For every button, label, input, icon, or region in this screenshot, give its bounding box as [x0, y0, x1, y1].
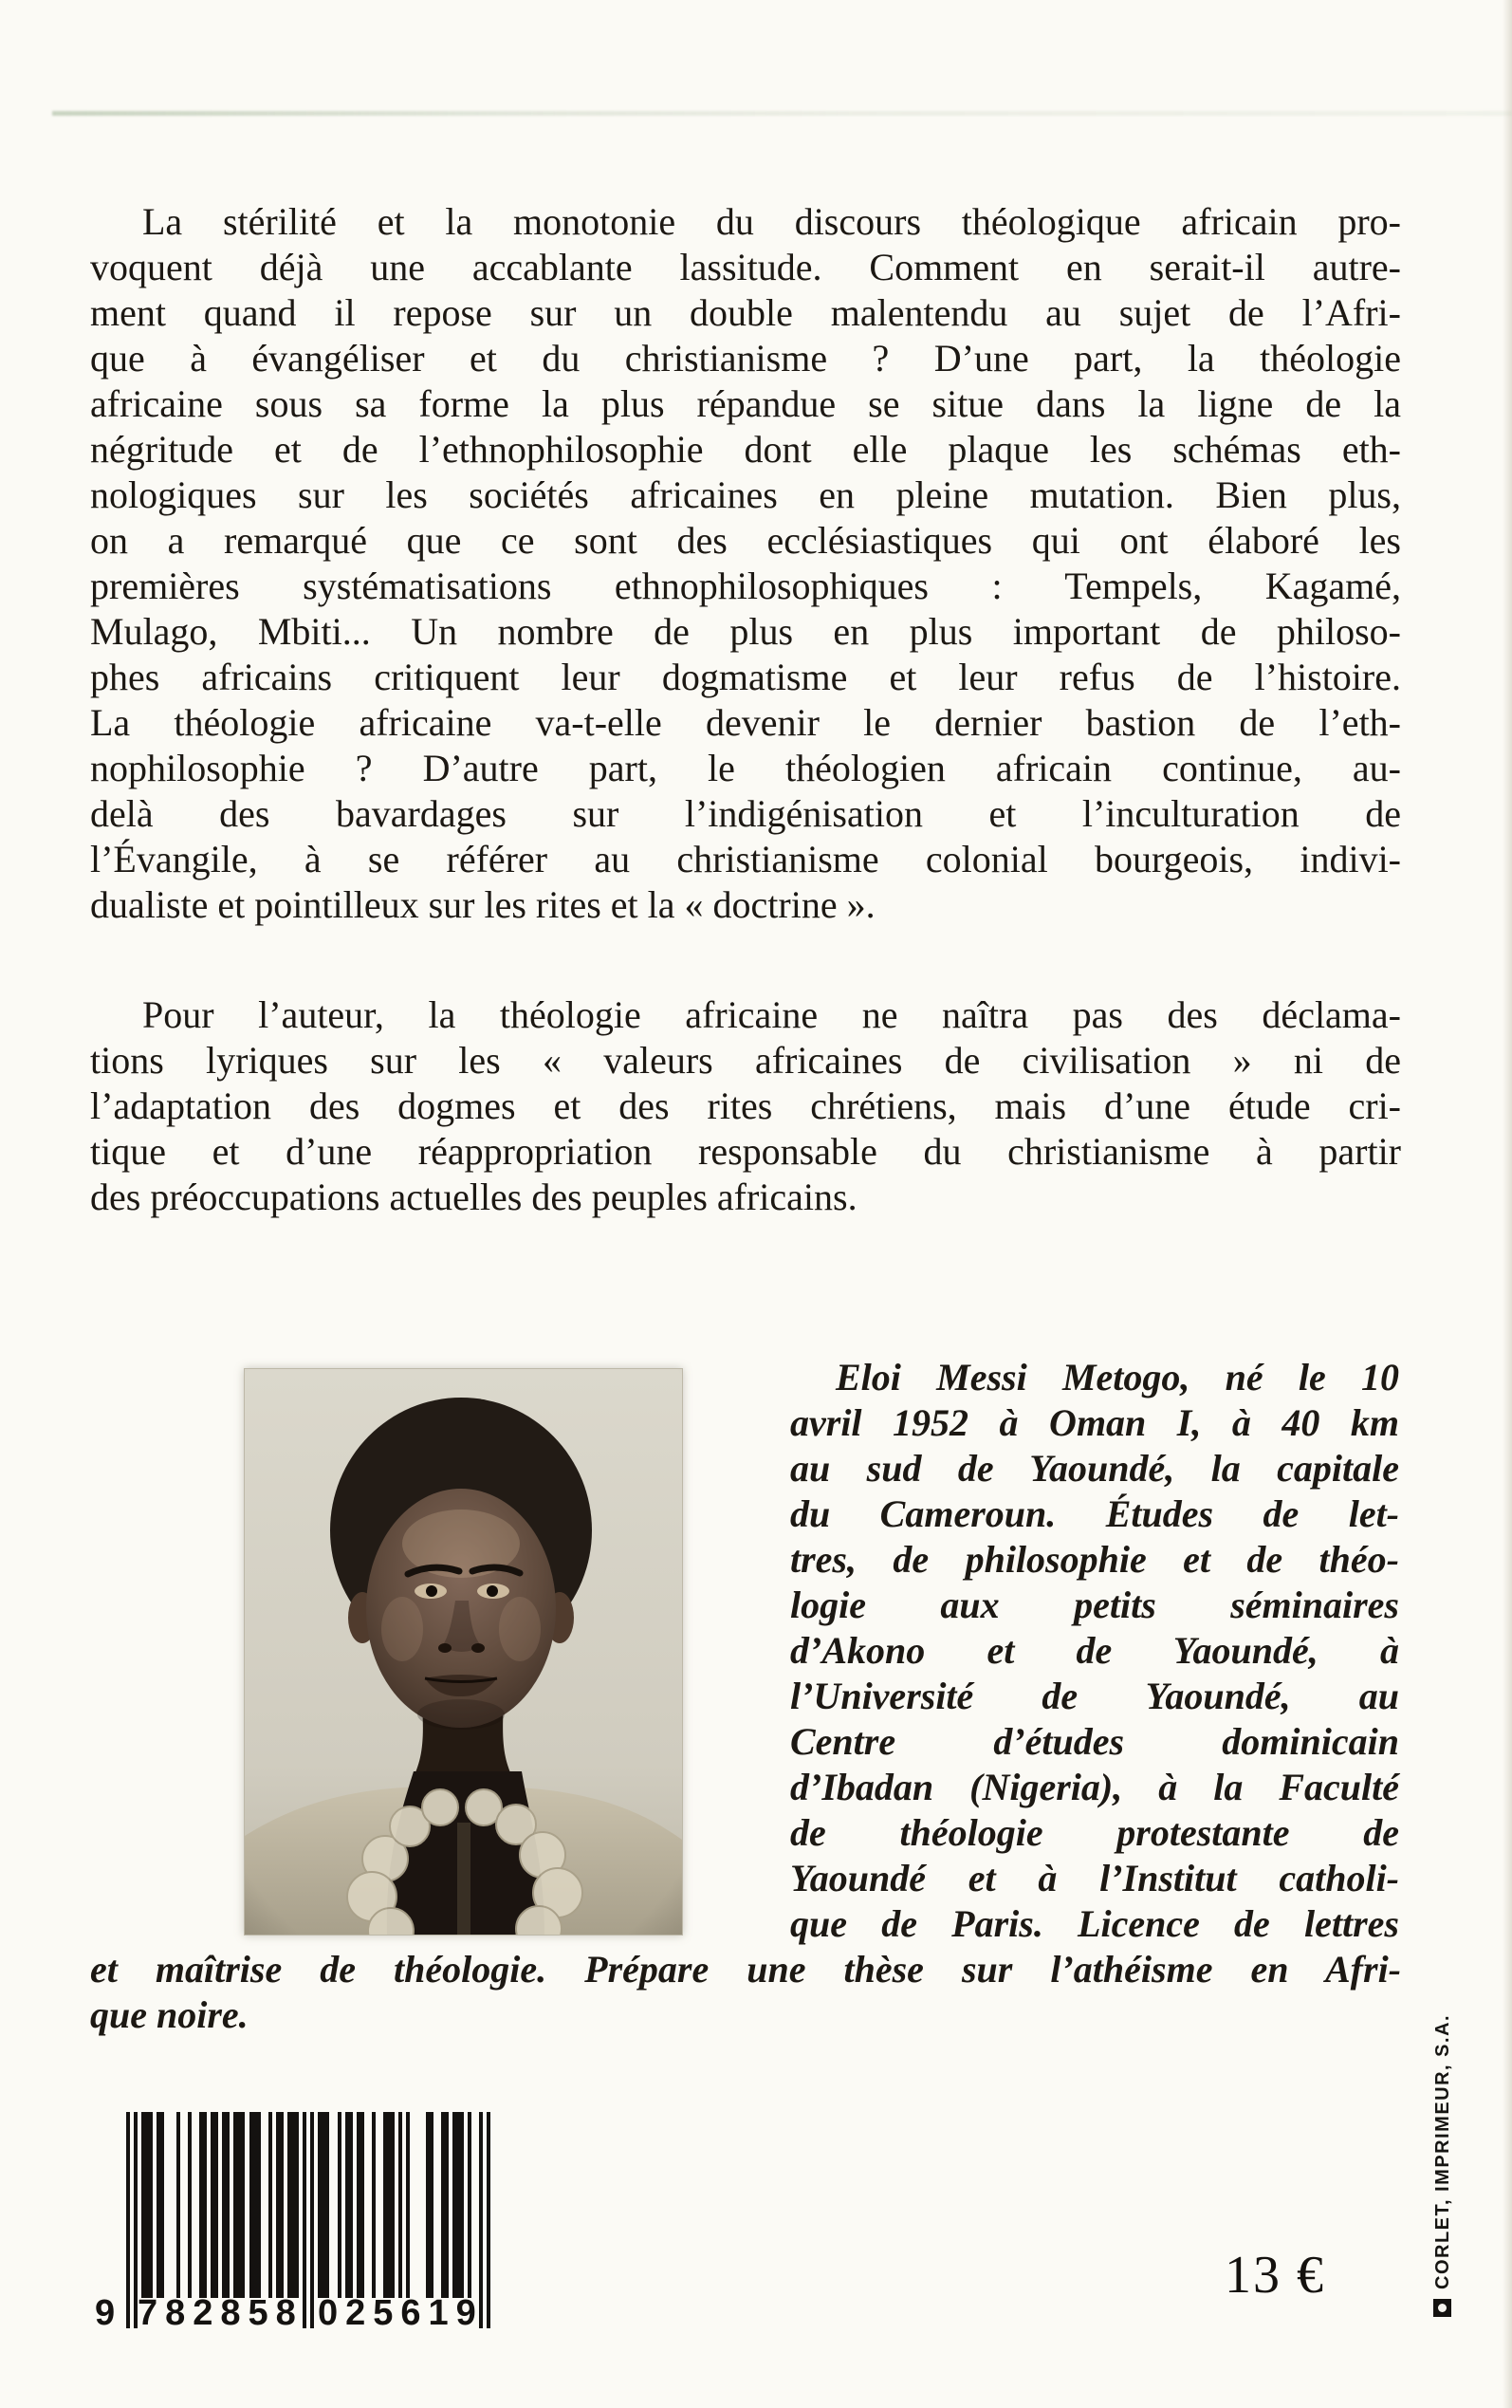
text-line: voquent déjà une accablante lassitude. Comment en serait-il autre-: [90, 246, 1401, 288]
barcode-digits-group2: 025619: [318, 2293, 484, 2333]
barcode-digits-group1: 782858: [138, 2293, 304, 2333]
text-line: dualiste et pointilleux sur les rites et la « doctrine ».: [90, 883, 876, 926]
text-line: négritude et de l’ethnophilosophie dont elle plaque les schémas eth-: [90, 428, 1401, 471]
text-line: que noire.: [90, 1993, 249, 2036]
text-line: l’Université de Yaoundé, au: [790, 1675, 1399, 1717]
author-bio: [790, 1355, 1399, 1947]
text-line: que à évangéliser et du christianisme ? D’une part, la théologie: [90, 337, 1401, 380]
text-line: tions lyriques sur les « valeurs africaines de civilisation » ni de: [90, 1039, 1401, 1082]
text-line: nophilosophie ? D’autre part, le théologien africain continue, au-: [90, 747, 1401, 789]
scan-artifact-rule: [52, 111, 1512, 116]
text-line: avril 1952 à Oman I, à 40 km: [790, 1401, 1399, 1444]
text-line: tres, de philosophie et de théo-: [790, 1538, 1399, 1581]
text-line: La stérilité et la monotonie du discours théologique africain pro-: [142, 200, 1401, 243]
printer-logo-icon: [1433, 2299, 1451, 2317]
text-line: premières systématisations ethnophilosophiques : Tempels, Kagamé,: [90, 565, 1401, 607]
scan-edge-shadow: [1503, 0, 1512, 2408]
text-line: et maîtrise de théologie. Prépare une thèse sur l’athéisme en Afri-: [90, 1948, 1401, 1991]
text-line: delà des bavardages sur l’indigénisation et l’inculturation de: [90, 792, 1401, 835]
text-line: que de Paris. Licence de lettres: [790, 1902, 1399, 1945]
text-line: Yaoundé et à l’Institut catholi-: [790, 1857, 1399, 1899]
author-bio-continued: [90, 1947, 1401, 2038]
barcode-digit-leading: 9: [95, 2293, 116, 2333]
author-photo: [244, 1368, 683, 1936]
text-line: au sud de Yaoundé, la capitale: [790, 1447, 1399, 1490]
text-line: La théologie africaine va-t-elle devenir le dernier bastion de l’eth-: [90, 701, 1401, 744]
text-line: Pour l’auteur, la théologie africaine ne naîtra pas des déclama-: [142, 993, 1401, 1036]
printer-credit-text: CORLET, IMPRIMEUR, S.A.: [1432, 2013, 1453, 2289]
text-line: tique et d’une réappropriation responsable du christianisme à partir: [90, 1130, 1401, 1173]
synopsis-paragraph-1: [90, 199, 1401, 928]
text-line: des préoccupations actuelles des peuples africains.: [90, 1176, 857, 1218]
synopsis-paragraph-2: [90, 992, 1401, 1220]
printer-credit: [1430, 2014, 1455, 2317]
text-line: l’Évangile, à se référer au christianisme colonial bourgeois, indivi-: [90, 838, 1401, 880]
text-line: Mulago, Mbiti... Un nombre de plus en plus important de philoso-: [90, 610, 1401, 653]
text-line: l’adaptation des dogmes et des rites chrétiens, mais d’une étude cri-: [90, 1084, 1401, 1127]
text-line: du Cameroun. Études de let-: [790, 1492, 1399, 1535]
text-line: africaine sous sa forme la plus répandue se situe dans la ligne de la: [90, 382, 1401, 425]
author-portrait: [245, 1369, 682, 1935]
text-line: Eloi Messi Metogo, né le 10: [836, 1356, 1399, 1398]
text-line: Centre d’études dominicain: [790, 1720, 1399, 1763]
text-line: d’Ibadan (Nigeria), à la Faculté: [790, 1766, 1399, 1808]
text-line: logie aux petits séminaires: [790, 1584, 1399, 1626]
text-line: ment quand il repose sur un double malentendu au sujet de l’Afri-: [90, 291, 1401, 334]
text-line: nologiques sur les sociétés africaines en pleine mutation. Bien plus,: [90, 473, 1401, 516]
text-line: d’Akono et de Yaoundé, à: [790, 1629, 1399, 1672]
text-line: phes africains critiquent leur dogmatisme et leur refus de l’histoire.: [90, 656, 1401, 698]
text-line: on a remarqué que ce sont des ecclésiastiques qui ont élaboré les: [90, 519, 1401, 562]
isbn-barcode: [95, 2112, 493, 2344]
barcode-module: [487, 2112, 490, 2328]
text-line: de théologie protestante de: [790, 1811, 1399, 1854]
price-label: 13 €: [1225, 2246, 1325, 2305]
